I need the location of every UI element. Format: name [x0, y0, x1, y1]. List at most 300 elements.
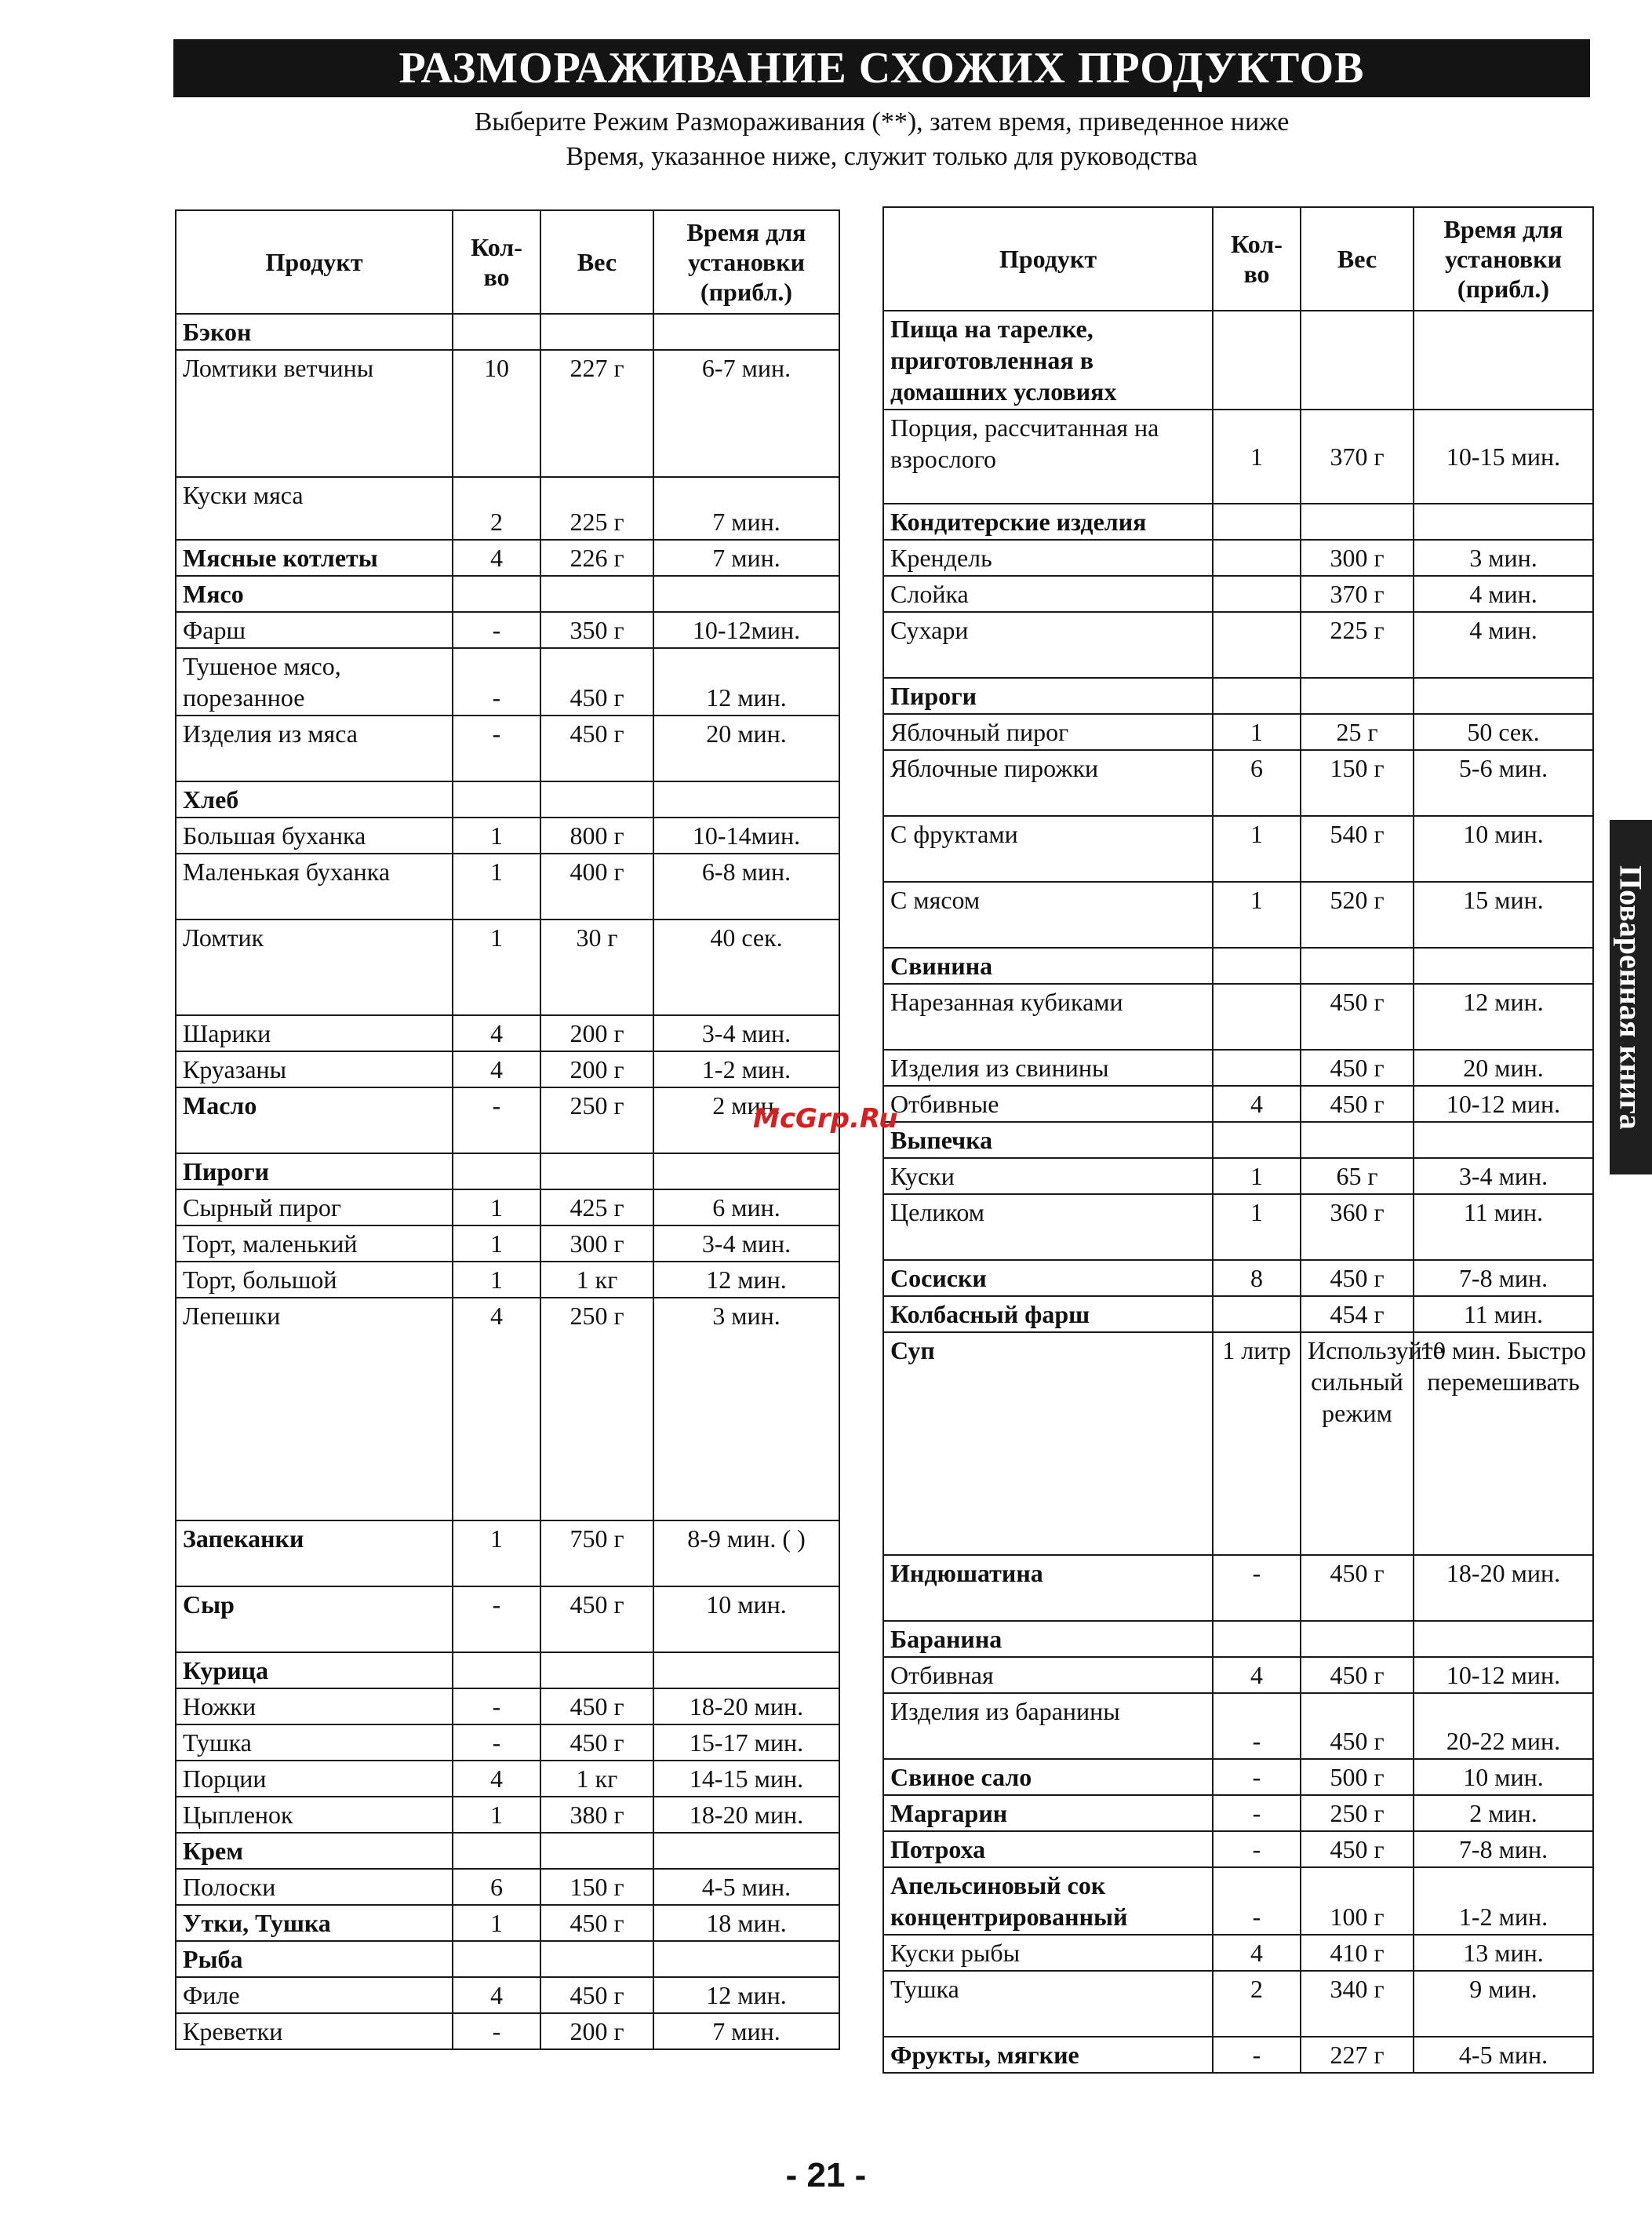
table-row [883, 576, 1593, 612]
cell-time: 4-5 мин. [1414, 2037, 1593, 2073]
cell-product: Отбивная [883, 1657, 1213, 1693]
cell-product: Нарезанная кубиками [883, 984, 1213, 1050]
cell-weight: 227 г [1301, 2037, 1414, 2073]
cell-weight [1301, 678, 1414, 714]
cell-time: 12 мин. [653, 1262, 839, 1298]
table-row [883, 504, 1593, 540]
cell-time: 50 сек. [1414, 714, 1593, 750]
cell-product: Цыпленок [176, 1797, 453, 1833]
defrost-table-left-body [176, 314, 839, 2049]
cell-qty: 4 [1213, 1086, 1301, 1122]
cell-product: Пироги [883, 678, 1213, 714]
table-row [176, 350, 839, 477]
table-row [883, 750, 1593, 816]
cell-weight: 410 г [1301, 1935, 1414, 1971]
cell-qty: 1 [453, 1225, 540, 1262]
cell-weight: 454 г [1301, 1296, 1414, 1332]
cell-weight: 450 г [1301, 1260, 1414, 1296]
defrost-table-left [175, 209, 840, 2050]
table-row [176, 612, 839, 648]
table-row [883, 816, 1593, 882]
cell-product: Яблочный пирог [883, 714, 1213, 750]
cell-weight: 450 г [1301, 1086, 1414, 1122]
cell-weight: 200 г [540, 1051, 653, 1087]
cell-time [1414, 678, 1593, 714]
cell-weight: 450 г [1301, 1657, 1414, 1693]
cell-product: Сухари [883, 612, 1213, 678]
cell-qty [1213, 1122, 1301, 1158]
cell-time: 10-12 мин. [1414, 1086, 1593, 1122]
table-row [176, 1586, 839, 1652]
cell-weight: 500 г [1301, 1759, 1414, 1795]
table-header-row [176, 210, 839, 314]
cell-product: Изделия из свинины [883, 1050, 1213, 1086]
cell-time: 2 мин. [1414, 1795, 1593, 1831]
cell-qty: 1 [453, 1905, 540, 1941]
cell-time: 3-4 мин. [653, 1015, 839, 1051]
cell-qty: 4 [1213, 1657, 1301, 1693]
cell-time [653, 1941, 839, 1977]
table-row [883, 1971, 1593, 2037]
side-tab-label: Поваренная книга [1613, 865, 1649, 1130]
cell-time: 14-15 мин. [653, 1761, 839, 1797]
subtitle-instruction: Выберите Режим Размораживания (**), затем время, приведенное ниже [474, 107, 1290, 137]
cell-qty: - [453, 2013, 540, 2049]
cell-product: Выпечка [883, 1122, 1213, 1158]
table-row [176, 1797, 839, 1833]
cell-product: Большая буханка [176, 818, 453, 854]
cell-qty: 1 [453, 1797, 540, 1833]
cell-product: Кондитерские изделия [883, 504, 1213, 540]
cell-weight [540, 781, 653, 818]
table-row [176, 576, 839, 612]
cell-time: 18-20 мин. [653, 1797, 839, 1833]
cell-time: 6-7 мин. [653, 350, 839, 477]
cell-qty: 4 [453, 540, 540, 576]
cell-time: 7 мин. [653, 477, 839, 540]
cell-weight: 370 г [1301, 576, 1414, 612]
side-tab [1610, 820, 1652, 1174]
cell-weight: 450 г [1301, 1555, 1414, 1621]
cell-product: Крендель [883, 540, 1213, 576]
table-row [176, 1977, 839, 2013]
defrost-table-right [882, 206, 1594, 2074]
cell-qty: - [1213, 2037, 1301, 2073]
cell-qty: 8 [1213, 1260, 1301, 1296]
table-row [176, 1761, 839, 1797]
cell-weight [540, 314, 653, 350]
table-row [176, 1225, 839, 1262]
cell-time: 11 мин. [1414, 1296, 1593, 1332]
table-row [883, 1050, 1593, 1086]
cell-product: Отбивные [883, 1086, 1213, 1122]
cell-product: Целиком [883, 1194, 1213, 1260]
cell-time: 20 мин. [653, 716, 839, 781]
cell-qty [1213, 948, 1301, 984]
table-row [176, 1015, 839, 1051]
cell-product: Порции [176, 1761, 453, 1797]
cell-weight: 450 г [540, 648, 653, 716]
table-row [883, 1831, 1593, 1867]
cell-product: Лепешки [176, 1298, 453, 1520]
cell-product: Порция, рассчитанная на взрослого [883, 410, 1213, 504]
table-row [883, 1867, 1593, 1935]
page-number: - 21 - [785, 2156, 867, 2194]
cell-product: Торт, маленький [176, 1225, 453, 1262]
cell-qty: 1 [453, 1262, 540, 1298]
table-row [176, 1688, 839, 1724]
cell-qty: - [453, 612, 540, 648]
cell-time: 5-6 мин. [1414, 750, 1593, 816]
cell-qty: 1 [1213, 816, 1301, 882]
cell-product: Тушка [176, 1724, 453, 1761]
cell-time [653, 781, 839, 818]
cell-qty [1213, 678, 1301, 714]
table-row [883, 540, 1593, 576]
cell-weight: 450 г [540, 1586, 653, 1652]
cell-product: Суп [883, 1332, 1213, 1555]
cell-product: Масло [176, 1087, 453, 1153]
cell-weight: 150 г [1301, 750, 1414, 816]
cell-weight: 250 г [540, 1087, 653, 1153]
header-product: Продукт [883, 207, 1213, 311]
cell-weight: 1 кг [540, 1262, 653, 1298]
cell-product: Свинина [883, 948, 1213, 984]
cell-weight [540, 1153, 653, 1189]
table-row [176, 920, 839, 1015]
cell-qty: 1 [453, 1189, 540, 1225]
cell-qty: 4 [453, 1761, 540, 1797]
cell-product: Слойка [883, 576, 1213, 612]
cell-time: 18-20 мин. [1414, 1555, 1593, 1621]
cell-weight: 360 г [1301, 1194, 1414, 1260]
cell-weight: 450 г [540, 1977, 653, 2013]
cell-qty: - [453, 1586, 540, 1652]
table-row [883, 1795, 1593, 1831]
cell-weight [1301, 948, 1414, 984]
header-time: Время для установки (прибл.) [653, 210, 839, 314]
cell-product: Потроха [883, 1831, 1213, 1867]
cell-time: 10 мин. [653, 1586, 839, 1652]
cell-time: 6-8 мин. [653, 854, 839, 920]
table-row [883, 1260, 1593, 1296]
cell-weight: 540 г [1301, 816, 1414, 882]
table-row [883, 1621, 1593, 1657]
cell-qty [1213, 984, 1301, 1050]
cell-time: 18-20 мин. [653, 1688, 839, 1724]
table-row [883, 714, 1593, 750]
cell-qty [1213, 1621, 1301, 1657]
table-row [883, 1194, 1593, 1260]
cell-time [653, 1833, 839, 1869]
table-row [883, 311, 1593, 410]
cell-weight [1301, 504, 1414, 540]
cell-time [1414, 948, 1593, 984]
cell-product: Колбасный фарш [883, 1296, 1213, 1332]
cell-qty: - [453, 648, 540, 716]
cell-time: 7 мин. [653, 540, 839, 576]
table-row [176, 818, 839, 854]
cell-qty: 2 [1213, 1971, 1301, 2037]
table-row [176, 1298, 839, 1520]
cell-qty: - [453, 1724, 540, 1761]
cell-product: Утки, Тушка [176, 1905, 453, 1941]
table-row [176, 1189, 839, 1225]
cell-time: 7 мин. [653, 2013, 839, 2049]
table-row [176, 1833, 839, 1869]
cell-product: С мясом [883, 882, 1213, 948]
cell-qty: 6 [1213, 750, 1301, 816]
cell-time: 18 мин. [653, 1905, 839, 1941]
cell-weight: 227 г [540, 350, 653, 477]
cell-weight: 225 г [540, 477, 653, 540]
table-row [176, 648, 839, 716]
table-row [883, 410, 1593, 504]
cell-qty: 1 [453, 920, 540, 1015]
cell-time: 3-4 мин. [1414, 1158, 1593, 1194]
cell-product: Хлеб [176, 781, 453, 818]
table-row [176, 1869, 839, 1905]
table-row [176, 716, 839, 781]
table-row [883, 984, 1593, 1050]
cell-weight: 750 г [540, 1520, 653, 1586]
cell-weight: 150 г [540, 1869, 653, 1905]
table-row [883, 1759, 1593, 1795]
cell-weight [1301, 1122, 1414, 1158]
header-product: Продукт [176, 210, 453, 314]
cell-product: Тушеное мясо, порезанное [176, 648, 453, 716]
cell-time [1414, 311, 1593, 410]
cell-time: 9 мин. [1414, 1971, 1593, 2037]
cell-product: Индюшатина [883, 1555, 1213, 1621]
table-row [883, 1555, 1593, 1621]
cell-product: Креветки [176, 2013, 453, 2049]
cell-qty: - [453, 716, 540, 781]
cell-weight: 226 г [540, 540, 653, 576]
cell-weight: 450 г [540, 1724, 653, 1761]
cell-weight: 450 г [1301, 984, 1414, 1050]
table-row [176, 314, 839, 350]
table-row [176, 1905, 839, 1941]
cell-product: Ломтик [176, 920, 453, 1015]
table-row [883, 1158, 1593, 1194]
cell-product: Мясные котлеты [176, 540, 453, 576]
cell-time [1414, 504, 1593, 540]
cell-time [1414, 1122, 1593, 1158]
cell-time: 1-2 мин. [653, 1051, 839, 1087]
cell-qty [453, 1652, 540, 1688]
cell-qty: 10 [453, 350, 540, 477]
defrost-table-right-body [883, 311, 1593, 2073]
cell-qty: 4 [453, 1015, 540, 1051]
cell-qty: 1 [1213, 1158, 1301, 1194]
header-qty: Кол-во [1213, 207, 1301, 311]
cell-weight: 30 г [540, 920, 653, 1015]
cell-time: 10-14мин. [653, 818, 839, 854]
cell-time: 1-2 мин. [1414, 1867, 1593, 1935]
cell-weight: 300 г [1301, 540, 1414, 576]
cell-time [653, 314, 839, 350]
cell-qty [453, 314, 540, 350]
cell-time: 10-15 мин. [1414, 410, 1593, 504]
table-row [883, 882, 1593, 948]
table-row [176, 540, 839, 576]
cell-weight: 450 г [540, 1688, 653, 1724]
table-row [176, 1652, 839, 1688]
cell-product: Запеканки [176, 1520, 453, 1586]
cell-time: 2 мин. [653, 1087, 839, 1153]
cell-qty: 1 [453, 818, 540, 854]
cell-qty: 6 [453, 1869, 540, 1905]
cell-product: Рыба [176, 1941, 453, 1977]
cell-weight: 380 г [540, 1797, 653, 1833]
cell-weight: 200 г [540, 2013, 653, 2049]
cell-weight: 800 г [540, 818, 653, 854]
cell-weight: 450 г [1301, 1693, 1414, 1759]
table-row [883, 1332, 1593, 1555]
cell-qty [1213, 540, 1301, 576]
cell-weight [1301, 1621, 1414, 1657]
cell-weight: 25 г [1301, 714, 1414, 750]
cell-weight: 225 г [1301, 612, 1414, 678]
cell-weight: 370 г [1301, 410, 1414, 504]
cell-weight [540, 576, 653, 612]
page-title [173, 39, 1590, 97]
cell-product: Изделия из мяса [176, 716, 453, 781]
cell-product: Баранина [883, 1621, 1213, 1657]
cell-product: Пища на тарелке, приготовленная в домашних условиях [883, 311, 1213, 410]
cell-qty: 1 [453, 854, 540, 920]
cell-weight: 250 г [1301, 1795, 1414, 1831]
cell-qty [453, 1833, 540, 1869]
cell-weight: 350 г [540, 612, 653, 648]
cell-product: Фарш [176, 612, 453, 648]
cell-time: 8-9 мин. ( ) [653, 1520, 839, 1586]
cell-time: 4 мин. [1414, 612, 1593, 678]
cell-qty: 1 литр [1213, 1332, 1301, 1555]
table-row [883, 1122, 1593, 1158]
cell-qty [453, 781, 540, 818]
cell-qty [1213, 311, 1301, 410]
cell-weight: 450 г [1301, 1831, 1414, 1867]
cell-product: Куски рыбы [883, 1935, 1213, 1971]
cell-product: Изделия из баранины [883, 1693, 1213, 1759]
cell-qty [453, 576, 540, 612]
cell-qty [1213, 1050, 1301, 1086]
cell-time: 12 мин. [653, 648, 839, 716]
cell-qty: 4 [453, 1977, 540, 2013]
cell-product: Сосиски [883, 1260, 1213, 1296]
cell-weight: 450 г [1301, 1050, 1414, 1086]
table-row [176, 1262, 839, 1298]
cell-weight: 520 г [1301, 882, 1414, 948]
table-row [883, 1657, 1593, 1693]
header-weight: Вес [540, 210, 653, 314]
cell-weight: 400 г [540, 854, 653, 920]
table-row [176, 1153, 839, 1189]
cell-weight: 300 г [540, 1225, 653, 1262]
cell-product: Яблочные пирожки [883, 750, 1213, 816]
cell-product: Апельсиновый сок концентрированный [883, 1867, 1213, 1935]
cell-time [653, 1153, 839, 1189]
cell-qty: 4 [453, 1298, 540, 1520]
cell-qty: - [1213, 1867, 1301, 1935]
cell-product: Маргарин [883, 1795, 1213, 1831]
cell-weight [540, 1833, 653, 1869]
cell-time: 20-22 мин. [1414, 1693, 1593, 1759]
cell-product: Крем [176, 1833, 453, 1869]
cell-product: Шарики [176, 1015, 453, 1051]
cell-qty: 1 [1213, 410, 1301, 504]
cell-product: Пироги [176, 1153, 453, 1189]
cell-product: Ломтики ветчины [176, 350, 453, 477]
cell-product: Торт, большой [176, 1262, 453, 1298]
cell-qty: 4 [453, 1051, 540, 1087]
table-header-row [883, 207, 1593, 311]
cell-time: 10 мин. Быстро перемешивать [1414, 1332, 1593, 1555]
cell-product: Филе [176, 1977, 453, 2013]
cell-time: 3 мин. [653, 1298, 839, 1520]
table-row [176, 1051, 839, 1087]
cell-product: Куски мяса [176, 477, 453, 540]
cell-time: 3 мин. [1414, 540, 1593, 576]
cell-time: 20 мин. [1414, 1050, 1593, 1086]
cell-time: 40 сек. [653, 920, 839, 1015]
cell-weight [540, 1652, 653, 1688]
cell-product: Фрукты, мягкие [883, 2037, 1213, 2073]
cell-qty [453, 1941, 540, 1977]
cell-time [653, 1652, 839, 1688]
cell-product: Бэкон [176, 314, 453, 350]
cell-time: 7-8 мин. [1414, 1831, 1593, 1867]
table-row [176, 1520, 839, 1586]
cell-qty: - [1213, 1693, 1301, 1759]
cell-product: Круазаны [176, 1051, 453, 1087]
cell-weight: 100 г [1301, 1867, 1414, 1935]
header-weight: Вес [1301, 207, 1414, 311]
cell-qty: 1 [1213, 1194, 1301, 1260]
cell-product: Курица [176, 1652, 453, 1688]
cell-qty: 1 [453, 1520, 540, 1586]
table-row [176, 1724, 839, 1761]
cell-time: 15 мин. [1414, 882, 1593, 948]
cell-time: 4 мин. [1414, 576, 1593, 612]
cell-time: 13 мин. [1414, 1935, 1593, 1971]
header-time: Время для установки (прибл.) [1414, 207, 1593, 311]
cell-qty [1213, 612, 1301, 678]
cell-time: 10-12 мин. [1414, 1657, 1593, 1693]
header-qty: Кол-во [453, 210, 540, 314]
cell-product: Ножки [176, 1688, 453, 1724]
cell-qty [1213, 504, 1301, 540]
cell-time [1414, 1621, 1593, 1657]
table-row [883, 1935, 1593, 1971]
table-row [176, 2013, 839, 2049]
cell-time [653, 576, 839, 612]
cell-product: Сырный пирог [176, 1189, 453, 1225]
cell-qty: - [1213, 1555, 1301, 1621]
cell-product: Полоски [176, 1869, 453, 1905]
cell-time: 3-4 мин. [653, 1225, 839, 1262]
cell-time: 7-8 мин. [1414, 1260, 1593, 1296]
cell-qty: - [453, 1087, 540, 1153]
cell-product: Куски [883, 1158, 1213, 1194]
cell-weight: Используйте сильный режим [1301, 1332, 1414, 1555]
table-row [883, 612, 1593, 678]
cell-qty: 1 [1213, 714, 1301, 750]
cell-weight [540, 1941, 653, 1977]
cell-qty: - [453, 1688, 540, 1724]
